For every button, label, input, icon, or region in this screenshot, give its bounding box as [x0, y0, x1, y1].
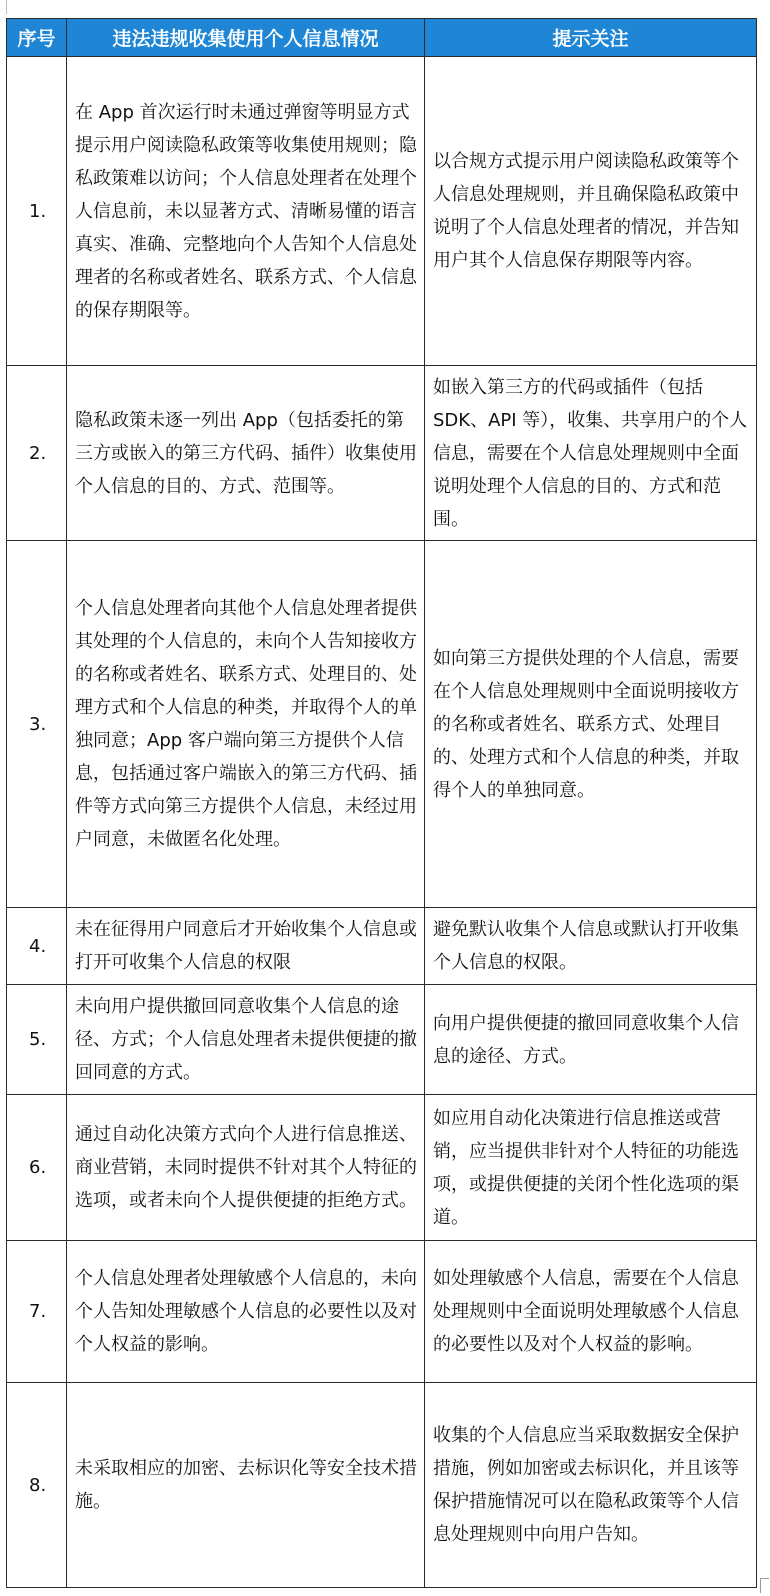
- header-index: 序号: [7, 19, 67, 57]
- tip-cell: 如嵌入第三方的代码或插件（包括 SDK、API 等），收集、共享用户的个人信息，需要在个人信息处理规则中全面说明处理个人信息的目的、方式和范围。: [425, 366, 757, 541]
- violation-cell: 未在征得用户同意后才开始收集个人信息或打开可收集个人信息的权限: [67, 908, 425, 985]
- tip-cell: 避免默认收集个人信息或默认打开收集个人信息的权限。: [425, 908, 757, 985]
- header-violation: 违法违规收集使用个人信息情况: [67, 19, 425, 57]
- row-number: 1.: [7, 57, 67, 366]
- tip-cell: 如应用自动化决策进行信息推送或营销，应当提供非针对个人特征的功能选项，或提供便捷的关闭个性化选项的渠道。: [425, 1095, 757, 1241]
- table-row: [7, 1241, 757, 1383]
- privacy-violation-table: [6, 18, 757, 1588]
- violation-cell: 通过自动化决策方式向个人进行信息推送、商业营销，未同时提供不针对其个人特征的选项，或者未向个人提供便捷的拒绝方式。: [67, 1095, 425, 1241]
- row-number: 5.: [7, 985, 67, 1095]
- page-edge-tick: [0, 0, 7, 14]
- table-row: [7, 57, 757, 366]
- tip-cell: 如向第三方提供处理的个人信息，需要在个人信息处理规则中全面说明接收方的名称或者姓名、联系方式、处理目的、处理方式和个人信息的种类，并取得个人的单独同意。: [425, 541, 757, 908]
- row-number: 3.: [7, 541, 67, 908]
- table-header-row: [7, 19, 757, 57]
- privacy-violation-table-container: [6, 18, 756, 1588]
- row-number: 4.: [7, 908, 67, 985]
- violation-cell: 个人信息处理者处理敏感个人信息的，未向个人告知处理敏感个人信息的必要性以及对个人权益的影响。: [67, 1241, 425, 1383]
- table-row: [7, 985, 757, 1095]
- row-number: 7.: [7, 1241, 67, 1383]
- table-row: [7, 1095, 757, 1241]
- table-row: [7, 541, 757, 908]
- page-corner-mark: [760, 1578, 769, 1593]
- table-row: [7, 366, 757, 541]
- violation-cell: 个人信息处理者向其他个人信息处理者提供其处理的个人信息的，未向个人告知接收方的名称或者姓名、联系方式、处理目的、处理方式和个人信息的种类，并取得个人的单独同意；App 客户端向第三方提供个人信息，包括通过客户端嵌入的第三方代码、插件等方式向第三方提供个人信息，未经过用户同意，未做匿名化处理。: [67, 541, 425, 908]
- row-number: 8.: [7, 1383, 67, 1588]
- violation-cell: 未向用户提供撤回同意收集个人信息的途径、方式；个人信息处理者未提供便捷的撤回同意的方式。: [67, 985, 425, 1095]
- violation-cell: 隐私政策未逐一列出 App（包括委托的第三方或嵌入的第三方代码、插件）收集使用个人信息的目的、方式、范围等。: [67, 366, 425, 541]
- violation-cell: 未采取相应的加密、去标识化等安全技术措施。: [67, 1383, 425, 1588]
- row-number: 2.: [7, 366, 67, 541]
- header-tip: 提示关注: [425, 19, 757, 57]
- violation-cell: 在 App 首次运行时未通过弹窗等明显方式提示用户阅读隐私政策等收集使用规则；隐私政策难以访问；个人信息处理者在处理个人信息前，未以显著方式、清晰易懂的语言真实、准确、完整地向个人告知个人信息处理者的名称或者姓名、联系方式、个人信息的保存期限等。: [67, 57, 425, 366]
- tip-cell: 以合规方式提示用户阅读隐私政策等个人信息处理规则，并且确保隐私政策中说明了个人信息处理者的情况，并告知用户其个人信息保存期限等内容。: [425, 57, 757, 366]
- tip-cell: 收集的个人信息应当采取数据安全保护措施，例如加密或去标识化，并且该等保护措施情况可以在隐私政策等个人信息处理规则中向用户告知。: [425, 1383, 757, 1588]
- row-number: 6.: [7, 1095, 67, 1241]
- table-row: [7, 908, 757, 985]
- tip-cell: 向用户提供便捷的撤回同意收集个人信息的途径、方式。: [425, 985, 757, 1095]
- table-row: [7, 1383, 757, 1588]
- tip-cell: 如处理敏感个人信息，需要在个人信息处理规则中全面说明处理敏感个人信息的必要性以及对个人权益的影响。: [425, 1241, 757, 1383]
